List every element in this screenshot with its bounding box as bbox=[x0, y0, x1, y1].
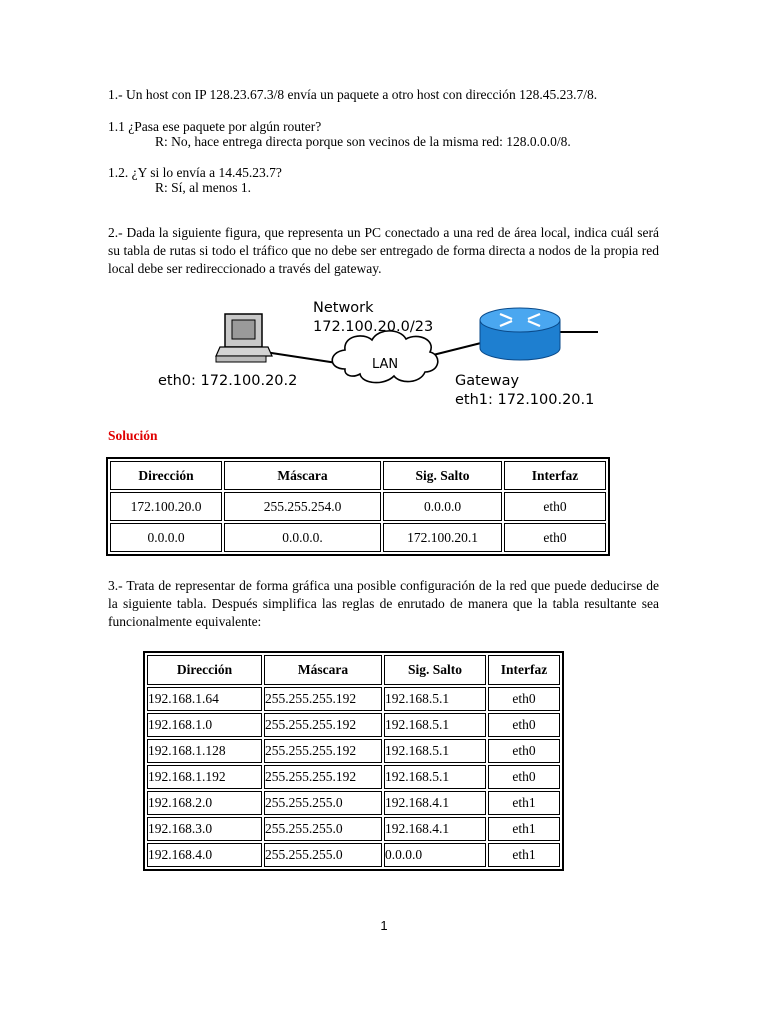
network-figure bbox=[150, 292, 620, 412]
cell-interface: eth0 bbox=[504, 523, 606, 552]
header-mask: Máscara bbox=[264, 655, 382, 685]
cell-address: 192.168.3.0 bbox=[147, 817, 262, 841]
solution-heading: Solución bbox=[108, 428, 158, 443]
pc-interface-label: eth0: 172.100.20.2 bbox=[158, 373, 298, 389]
cell-next-hop: 192.168.4.1 bbox=[384, 817, 486, 841]
cell-mask: 255.255.255.0 bbox=[264, 791, 382, 815]
table-row bbox=[147, 739, 560, 763]
cell-address: 192.168.1.64 bbox=[147, 687, 262, 711]
computer-icon bbox=[216, 314, 272, 362]
cell-interface: eth1 bbox=[488, 817, 560, 841]
cell-mask: 255.255.255.192 bbox=[264, 713, 382, 737]
table-row bbox=[147, 765, 560, 789]
cell-mask: 255.255.254.0 bbox=[224, 492, 381, 521]
cell-mask: 255.255.255.0 bbox=[264, 817, 382, 841]
table-row bbox=[147, 817, 560, 841]
header-interface: Interfaz bbox=[504, 461, 606, 490]
cell-interface: eth0 bbox=[504, 492, 606, 521]
header-next-hop: Sig. Salto bbox=[384, 655, 486, 685]
table-row bbox=[147, 791, 560, 815]
cell-next-hop: 172.100.20.1 bbox=[383, 523, 502, 552]
cell-next-hop: 192.168.5.1 bbox=[384, 687, 486, 711]
q3-statement: 3.- Trata de representar de forma gráfica una posible configuración de la red que puede deducirse de la siguiente tabla. Después simplifica las reglas de enrutado de manera que la tabla resultante sea funcionalmente equivalente: bbox=[108, 578, 659, 629]
cell-address: 192.168.2.0 bbox=[147, 791, 262, 815]
cell-interface: eth0 bbox=[488, 739, 560, 763]
q1-1-question: 1.1 ¿Pasa ese paquete por algún router? bbox=[108, 119, 322, 134]
cell-next-hop: 192.168.5.1 bbox=[384, 713, 486, 737]
header-address: Dirección bbox=[110, 461, 222, 490]
header-next-hop: Sig. Salto bbox=[383, 461, 502, 490]
routing-table-solution bbox=[106, 457, 610, 556]
table-header-row bbox=[147, 655, 560, 685]
table-row bbox=[110, 523, 606, 552]
q1-2-question: 1.2. ¿Y si lo envía a 14.45.23.7? bbox=[108, 165, 282, 180]
q1-1-answer: R: No, hace entrega directa porque son vecinos de la misma red: 128.0.0.0/8. bbox=[155, 134, 571, 149]
header-mask: Máscara bbox=[224, 461, 381, 490]
cell-next-hop: 0.0.0.0 bbox=[384, 843, 486, 867]
cell-next-hop: 0.0.0.0 bbox=[383, 492, 502, 521]
header-interface: Interfaz bbox=[488, 655, 560, 685]
q1-2-answer: R: Sí, al menos 1. bbox=[155, 180, 252, 195]
cell-interface: eth0 bbox=[488, 687, 560, 711]
cell-next-hop: 192.168.5.1 bbox=[384, 765, 486, 789]
table-row bbox=[147, 687, 560, 711]
lan-label: LAN bbox=[372, 357, 399, 372]
network-address: 172.100.20.0/23 bbox=[313, 319, 434, 335]
cell-next-hop: 192.168.5.1 bbox=[384, 739, 486, 763]
cell-interface: eth0 bbox=[488, 713, 560, 737]
table-header-row bbox=[110, 461, 606, 490]
gateway-label: Gateway bbox=[455, 373, 520, 389]
cell-address: 172.100.20.0 bbox=[110, 492, 222, 521]
table-row bbox=[147, 843, 560, 867]
table-row bbox=[147, 713, 560, 737]
routing-table-exercise bbox=[143, 651, 564, 871]
cell-interface: eth1 bbox=[488, 791, 560, 815]
cell-address: 192.168.1.0 bbox=[147, 713, 262, 737]
network-label: Network bbox=[313, 300, 374, 316]
cell-address: 0.0.0.0 bbox=[110, 523, 222, 552]
router-icon bbox=[480, 308, 560, 360]
cell-address: 192.168.1.128 bbox=[147, 739, 262, 763]
cell-mask: 255.255.255.192 bbox=[264, 739, 382, 763]
cell-address: 192.168.4.0 bbox=[147, 843, 262, 867]
cell-mask: 255.255.255.192 bbox=[264, 687, 382, 711]
cell-mask: 0.0.0.0. bbox=[224, 523, 381, 552]
header-address: Dirección bbox=[147, 655, 262, 685]
page-number: 1 bbox=[380, 918, 388, 933]
q2-statement: 2.- Dada la siguiente figura, que representa un PC conectado a una red de área local, indica cuál será su tabla de rutas si todo el tráfico que no debe ser entregado de forma directa a nodos de la propia red local debe ser redireccionado a través del gateway. bbox=[108, 225, 659, 276]
cell-mask: 255.255.255.0 bbox=[264, 843, 382, 867]
cell-mask: 255.255.255.192 bbox=[264, 765, 382, 789]
gateway-address: eth1: 172.100.20.1 bbox=[455, 392, 595, 408]
cell-interface: eth0 bbox=[488, 765, 560, 789]
cell-interface: eth1 bbox=[488, 843, 560, 867]
cell-next-hop: 192.168.4.1 bbox=[384, 791, 486, 815]
q1-statement: 1.- Un host con IP 128.23.67.3/8 envía un paquete a otro host con dirección 128.45.23.7/8. bbox=[108, 87, 598, 102]
table-row bbox=[110, 492, 606, 521]
cell-address: 192.168.1.192 bbox=[147, 765, 262, 789]
